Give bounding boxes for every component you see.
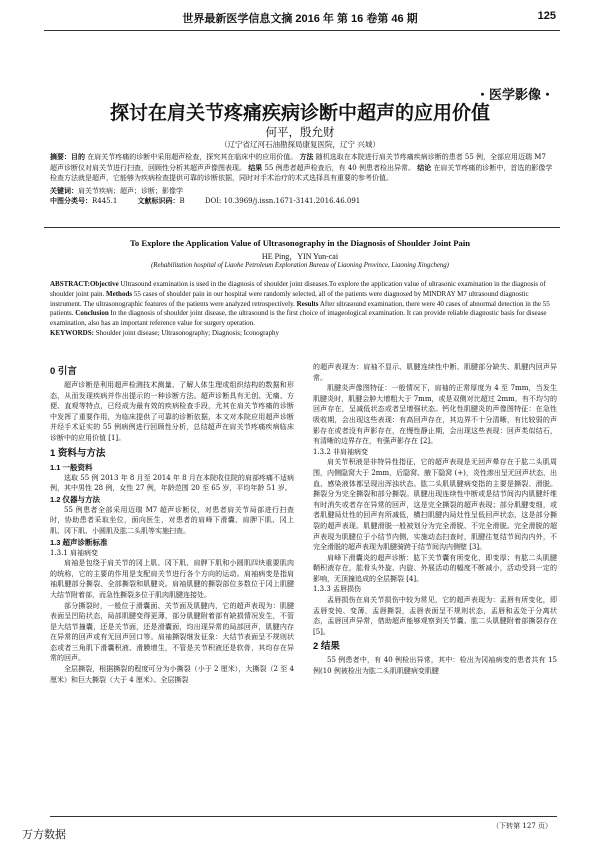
abstract-rule [44,227,560,228]
keywords-text: 肩关节疾病；超声；诊断；影像学 [78,186,183,195]
objective-label: 目的 [71,152,85,161]
english-abstract [50,280,555,339]
section-1-3-1-title: 1.3.1 肩袖病变 [50,548,99,557]
en-objective-text: Ultrasound examination is used in the diagnosis of shoulder joint diseases.To explore the application value of ultrasonic examination in the diagnosis of shoulder joint pain. [50,280,546,298]
classification-line [50,196,555,207]
abstract-cn [50,152,555,207]
page-number: 125 [537,10,556,22]
doc-code-label: 文献标识码： [137,196,180,205]
footer-rule [50,816,557,817]
methods-paragraph: 55 例患者全部采用迈瑞 M7 超声诊断仪，对患者肩关节局部进行扫查时，协助患者采取坐位，面向医生，对患者的肩峰下滑囊、肩胛下肌、冈上肌、冈下肌、小圆肌及肱二头肌等实施扫查。 [50,505,294,535]
en-keywords-line [50,329,555,339]
section-tag: ・医学影像・ [475,87,554,102]
keywords-label: 关键词： [50,185,78,195]
doi-label: DOI: [204,197,222,205]
right-paragraph-1: 的超声表现为：肩袖不显示、肌腱连续性中断、肌腱部分缺失、肌腱内回声异常。 [313,363,557,382]
section-0-title: 0 引言 [50,366,77,377]
results-label: 结果 [248,162,263,172]
en-objective-label: Objective [89,280,119,288]
section-2-title: 2 结果 [313,641,340,653]
en-conclusion-label: Conclusion [75,309,109,318]
section-1-2-title: 1.2 仪器与方法 [50,494,101,504]
affiliation: （辽宁省辽河石油勘探局康复医院，辽宁 兴城） [220,140,380,149]
left-column [50,362,294,685]
rotator-cuff-paragraph-3: 全层撕裂，根据撕裂的程度可分为小撕裂（小于 2 厘米），大撕裂（2 至 4 厘米）和巨大撕裂（大于 4 厘米）。全层撕裂 [50,665,294,684]
results-text: 55 例患者超声检查后，有 40 例患者检出异常。 [264,163,415,172]
en-methods-label: Methods [106,289,133,298]
keywords-line [50,186,555,197]
intro-paragraph: 超声诊断是利用超声检测技术测量、了解人体生理或组织结构的数据和形态，从而发现疾病并作出提示的一种诊断方法。超声诊断具有无创、无痛、方便、直观等特点，已经成为最有效的疾病检查手段，尤其在肩关节疼痛的诊断中发挥了重要作用，为临床提供了可靠的诊断依据，本文对本院应用超声诊断并经手术证实的 55 例病例进行回顾性分析，总结超声在肩关节疼痛疾病临床诊断中的应用价值 [1]。 [50,381,294,442]
bursitis-paragraph: 肩峰下滑囊炎的超声诊断：肱下关节囊有所变化，即变厚；有肱二头肌腱鞘积液存在，肱骨头外旋、内旋、外展活动的幅度不断减小，活动受到一定的影响，无顶撞追成的全层撕裂 [4]。 [313,553,557,583]
non-rotator-cuff-paragraph: 肩关节积液是非特异性指征，它的超声表现是无回声晕存在于肱二头肌周围，内侧隐窝大于 2mm，后隐窝、腋下隐窝 (+)，炎性渗出呈无回声状态，出血、感染液体都呈现出浑浊状态。肱二头肌肌腱病变指的主要是撕裂、滑脱。撕裂分为完全撕裂和部分撕裂。肌腱出现连续性中断或是结节间沟内肌腱纤维有时消失或者存在异常的回声，这是完全撕裂的超声表现；部分肌腱变细，或者肌腱局灶性的回声有所减低，横扫肌腱内局灶性呈低回声状态，这是部分撕裂的超声表现。肌腱滑脱一般被划分为完全滑脱、不完全滑脱。完全滑脱的超声表现为肌腱位于小结节内侧，实施动态扫查时，肌腱往复结节间沟内外，不完全滑脱的超声表现为肌腱骑跨于结节间沟内侧壁 [3]。 [313,458,557,552]
journal-header: 世界最新医学信息文摘 2016 年 第 16 卷第 46 期 [182,13,418,25]
en-abstract-label: ABSTRACT: [50,280,90,288]
doi-value: 10.3969/j.issn.1671-3141.2016.46.091 [223,197,361,205]
results-paragraph: 55 例患者中，有 40 例检出异常，其中：检出为冈袖病变的患者共有 15 例(10 例被检出为肱二头肌肌腱病变肌腱 [313,656,557,676]
english-title: To Explore the Application Value of Ultrasonography in the Diagnosis of Shoulder Joint Pain [129,238,471,248]
section-1-1-title: 1.1 一般资料 [50,462,93,472]
objective-text: 在肩关节疼痛的诊断中采用超声检查，探究其在临床中的应用价值。 [87,153,298,161]
section-1-title: 1 资料与方法 [50,447,106,459]
wanfang-logo: 万方数据 [22,829,66,841]
clc-code: R445.1 [92,197,118,205]
conclusion-label: 结论 [417,162,432,172]
clc-label: 中图分类号： [50,196,92,205]
right-column [313,362,557,677]
section-1-3-title: 1.3 超声诊断标准 [50,537,108,547]
english-affiliation: (Rehabilitation hospital of Liaohe Petroleum Exploration Bureau of Liaoning Province, Liaoning Xingcheng) [151,262,449,269]
section-1-3-2-title: 1.3.2 非肩袖病变 [313,447,369,456]
rotator-cuff-paragraph-1: 肩袖是包绕于肩关节的冈上肌、冈下肌、肩胛下肌和小圆肌四块重要肌肉的统称，它的主要的作用是支配肩关节进行各个方向的运动。肩袖病变是指肩袖肌腱部分撕裂、全部撕裂和肌腱炎。肩袖肌腱的撕裂部位多数位于冈上肌腱大结节附着部，而急性撕裂多位于肌肉肌腱连接处。 [50,559,294,599]
en-results-label: Results [296,299,319,308]
section-1-3-3-title: 1.3.3 盂唇损伤 [313,585,362,594]
header-rule [44,30,560,31]
tendinitis-paragraph: 肌腱炎声像图特征：一般情况下，肩袖的正常厚度为 4 至 7mm，当发生肌腱炎时，肌腱会肿大增粗大于 7mm，或是双侧对比超过 2mm，有不均匀的回声存在，呈减低状态或者呈增强状态。钙化性肌腱炎的声像图特征：在急性吸收期，会出现这些表现：有高回声存在，其边界不十分清晰，有比较弱的声影存在或者没有声影存在，在慢性静止期，会出现这些表现：回声类似结石，有清晰的边界存在，有强声影存在 [2]。 [313,384,557,446]
abstract-label: 摘要： [50,152,71,161]
general-info-paragraph: 选取 55 例 2013 年 8 月至 2014 年 8 月在本院收住院的肩部疼痛不适病例，其中男性 28 例，女性 27 例，年龄范围 20 至 65 岁，平均年龄 51 岁。 [50,473,294,493]
authors: 何平，殷允财 [265,125,335,139]
labrum-paragraph: 盂唇损伤在肩关节损伤中较为常见，它的超声表现为：盂唇有所变化，即盂唇变钝、变薄，盂唇撕裂，盂唇表面呈不规则状态，盂唇和盂处于分离状态，盂唇回声异常，借助超声能够观察到关节囊、肱二头肌腱附着部撕裂存在 [5]。 [313,596,557,636]
en-results-text: After ultrasound examination, there were 40 cases of abnormal detection in the 55 patients. [50,299,550,318]
doc-code: B [179,197,185,205]
running-header [0,6,600,28]
article-title: 探讨在肩关节疼痛疾病诊断中超声的应用价值 [109,103,490,124]
methods-text: 随机选取在本院进行肩关节疼痛疾病诊断的患者 55 例，全部应用迈瑞 M7 超声诊断仪对肩关节进行扫查，回顾性分析其超声声像图表现。 [50,153,546,172]
en-methods-text: 55 cases of shoulder pain in our hospital were randomly selected, all of the patients were diagnosed by MINDRAY M7 ultrasound diagnostic instrument. The ultrasonographic features of the patients were analyzed retrospectively. [50,289,529,308]
methods-label: 方法 [299,152,314,161]
en-conclusion-text: In the diagnosis of shoulder joint disease, the ultrasound is the first choice of imageological examination. It can provide reliable diagnostic basis for disease examination, also has an important reference value for surgery operation. [50,309,547,328]
continued-note: （下转第 127 页） [492,822,552,830]
en-keywords-text: Shoulder joint disease; Ultrasonography; Diagnosis; Iconography [95,328,280,337]
en-keywords-label: KEYWORDS: [50,328,94,337]
conclusion-text: 在肩关节疼痛的诊断中，首选的影像学检查方法就是超声，它能够为疾病检查提供可靠的诊断依据，同时对手术治疗的术式选择具有重要的参考价值。 [50,163,553,182]
rotator-cuff-paragraph-2: 部分撕裂时，一般位于滑囊面、关节面及肌腱内，它的超声表现为：肌腱表面呈凹陷状态，局部肌腱变得更薄，部分肌腱附着部有缺损情况发生，不管是大结节撞囊，还是关节面，还是滑囊面，均出现异常的局部回声，肌腱内存在异常的回声或有无回声回口等。肩袖撕裂继发征象：大结节表面呈不规则状态或者三角肌下滑囊积液、滑膜增生，不管是关节积液还是软骨，其均存在异常的回声。 [50,601,294,663]
english-authors: HE Ping，YIN Yun-cai [261,252,339,261]
